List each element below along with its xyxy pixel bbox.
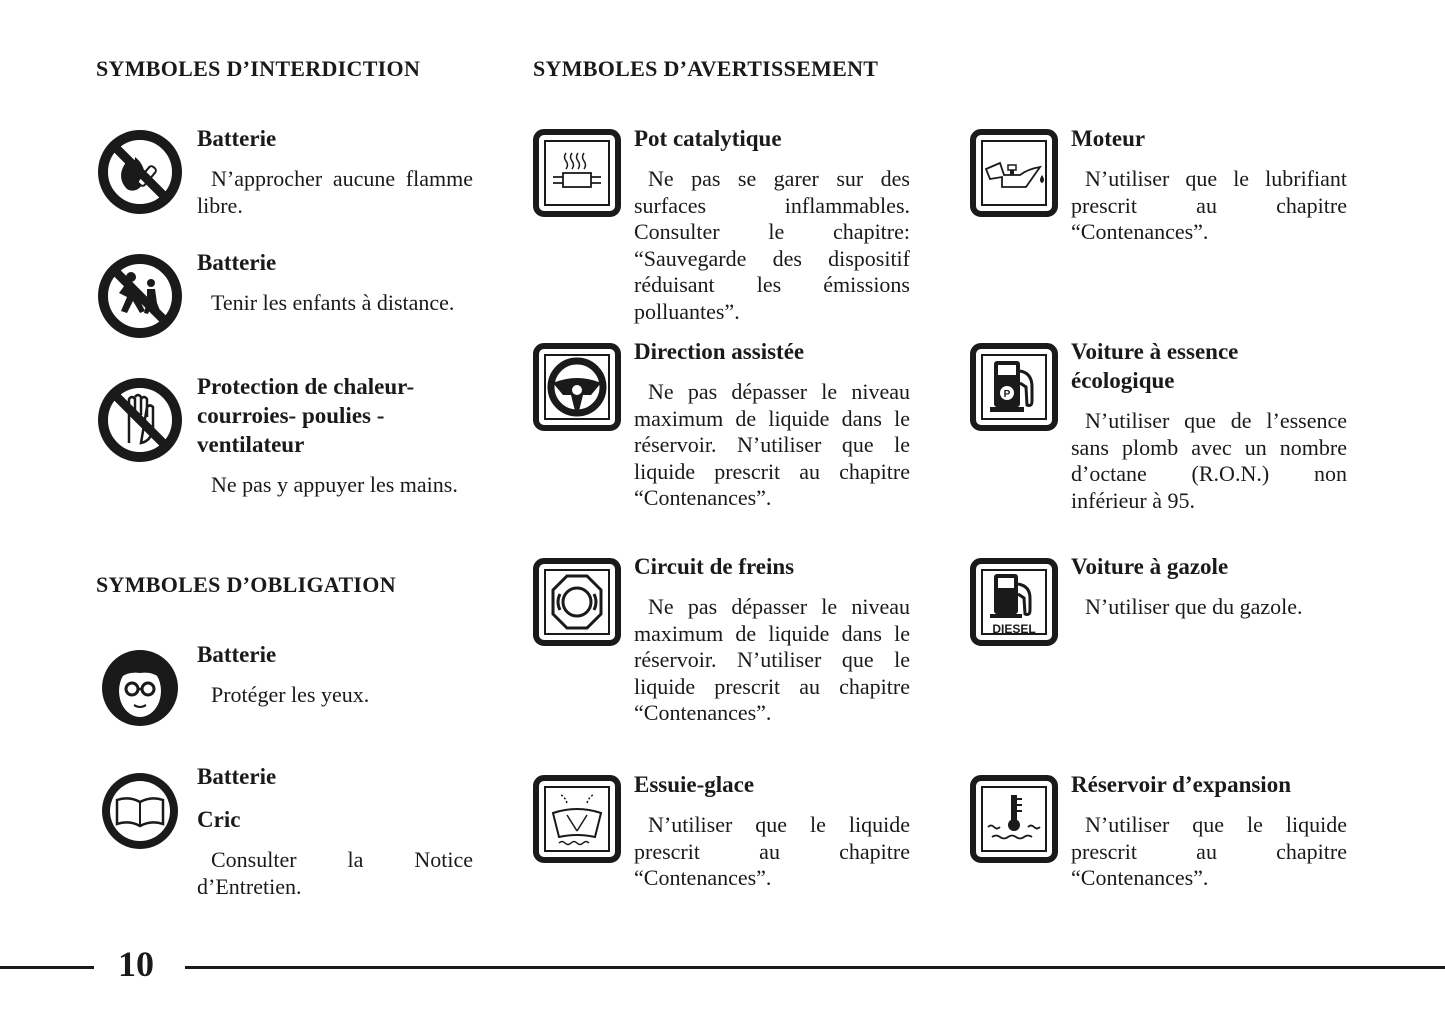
item-title: Essuie-glace [634,772,755,797]
no-hands-icon [97,377,183,463]
footer-rule-right [185,966,1445,969]
item-description: N’utiliser que de l’essence sans plomb avec un nombre d’octane (R.O.N.) non inférieur à 95. [1071,408,1347,513]
coolant-temperature-icon [970,775,1058,863]
item-title: Voiture à essence écologique [1071,339,1239,393]
item-title: Batterie [197,642,277,667]
item-description: N’utiliser que du gazole. [1085,594,1303,619]
oil-can-icon [970,129,1058,217]
item-description: Ne pas dépasser le niveau maximum de liquide dans le réservoir. N’utiliser que le liquide prescrit au chapitre “Contenances”. [634,594,910,725]
item-title: Batterie [197,764,277,789]
item-description: Tenir les enfants à distance. [211,290,455,315]
item-title: Réservoir d’expansion [1071,772,1291,797]
item-title: Moteur [1071,126,1146,151]
no-children-icon [97,253,183,339]
manual-book-icon [97,768,183,854]
item-title: Batterie [197,126,277,151]
item-description: N’utiliser que le lubrifiant prescrit au chapitre “Contenances”. [1071,166,1347,244]
item-description: N’approcher aucune flamme libre. [197,166,473,218]
item-title: Direction assistée [634,339,805,364]
eye-protection-icon [97,645,183,731]
svg-text:P: P [1003,389,1011,400]
item-title: Voiture à gazole [1071,554,1229,579]
diesel-label: DIESEL [992,622,1036,636]
footer-rule-left [0,966,94,969]
item-description: Protéger les yeux. [211,682,370,707]
item-title: Pot catalytique [634,126,782,151]
item-description: N’utiliser que le liquide prescrit au chapitre “Contenances”. [1071,812,1347,890]
item-title: Protection de chaleur-courroies- poulies - ventilateur [197,374,415,457]
heading-obligation: SYMBOLES D’OBLIGATION [96,572,396,597]
brake-circuit-icon [533,558,621,646]
heading-avertissement: SYMBOLES D’AVERTISSEMENT [533,56,879,81]
item-description: Ne pas se garer sur des surfaces inflammables. Consulter le chapitre: “Sauvegarde des dispositif réduisant les émissions polluantes”. [634,166,910,324]
item-description: Consulter la Notice d’Entretien. [197,847,473,899]
steering-wheel-icon [533,343,621,431]
item-title: Circuit de freins [634,554,795,579]
item-description: Ne pas y appuyer les mains. [211,472,458,497]
unleaded-fuel-pump-icon [970,343,1058,431]
catalytic-converter-icon [533,129,621,217]
windshield-washer-icon [533,775,621,863]
page-number: 10 [118,944,154,984]
item-subtitle: Cric [197,807,241,832]
heading-interdiction: SYMBOLES D’INTERDICTION [96,56,421,81]
diesel-pump-icon [970,558,1058,646]
no-flame-icon [97,129,183,215]
item-title: Batterie [197,250,277,275]
item-description: N’utiliser que le liquide prescrit au chapitre “Contenances”. [634,812,910,890]
item-description: Ne pas dépasser le niveau maximum de liquide dans le réservoir. N’utiliser que le liquide prescrit au chapitre “Contenances”. [634,379,910,510]
